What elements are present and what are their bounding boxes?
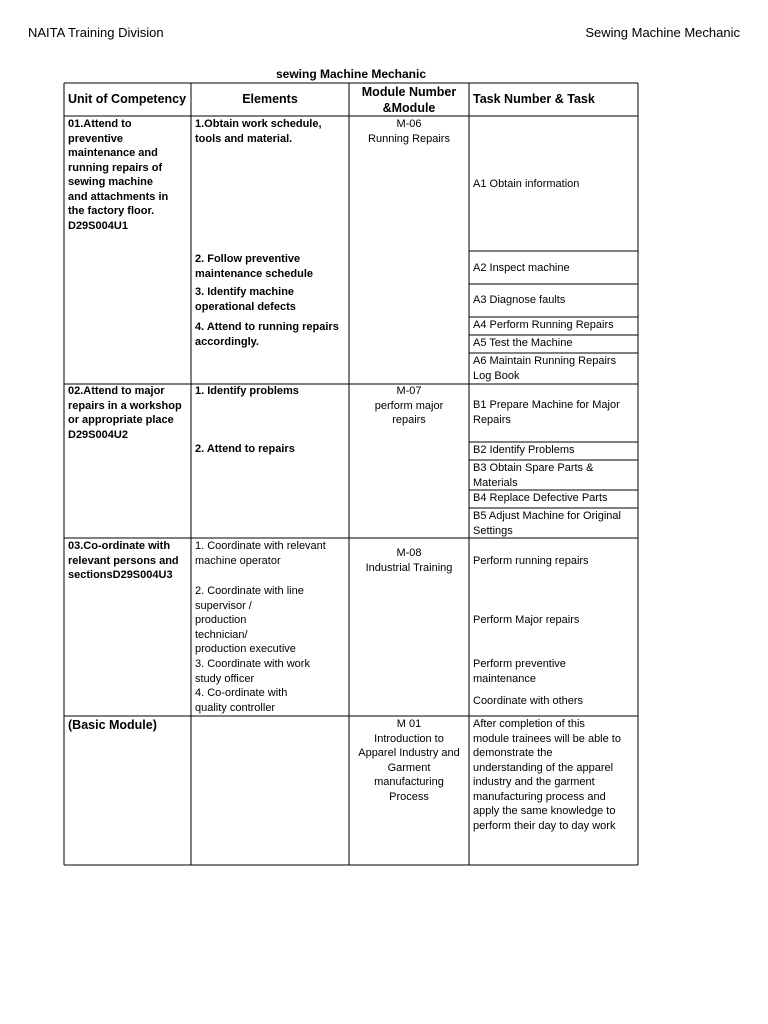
document-title: sewing Machine Mechanic [275, 67, 427, 81]
column-header-module: Module Number &Module [361, 85, 457, 115]
element-2-2: 2. Attend to repairs [195, 443, 295, 455]
task-a1: A1 Obtain information [473, 178, 580, 190]
basic-module-label: (Basic Module) [68, 718, 157, 732]
column-header-unit: Unit of Competency [68, 92, 187, 106]
column-header-task: Task Number & Task [473, 92, 595, 106]
task-b2: B2 Identify Problems [473, 444, 575, 456]
task-coordinate-others: Coordinate with others [473, 695, 584, 707]
unit-of-competency-03: 03.Co-ordinate with relevant persons and sectionsD29S004U3 [68, 540, 179, 581]
task-a2: A2 Inspect machine [473, 262, 570, 274]
task-b1: B1 Prepare Machine for Major Repairs [473, 399, 620, 426]
element-1-2: 2. Follow preventive maintenance schedule [195, 253, 313, 280]
task-b3: B3 Obtain Spare Parts & Materials [473, 462, 594, 489]
unit-of-competency-01: 01.Attend to preventive maintenance and running repairs of sewing machine and attachments in the factory floor. D29S004U1 [68, 118, 169, 232]
module-m06: M-06 Running Repairs [368, 118, 450, 145]
header-right-text: Sewing Machine Mechanic [585, 25, 740, 40]
task-preventive-maintenance: Perform preventive maintenance [473, 658, 566, 685]
task-a5: A5 Test the Machine [473, 337, 573, 349]
element-2-1: 1. Identify problems [195, 385, 299, 397]
task-a6: A6 Maintain Running Repairs Log Book [473, 355, 617, 382]
element-1-1: 1.Obtain work schedule, tools and material. [195, 118, 322, 145]
task-b5: B5 Adjust Machine for Original Settings [473, 510, 621, 537]
module-m01: M 01 Introduction to Apparel Industry and Garment manufacturing Process [358, 718, 460, 803]
element-3-3: 3. Coordinate with work study officer [195, 658, 310, 685]
task-b4: B4 Replace Defective Parts [473, 492, 608, 504]
element-1-3: 3. Identify machine operational defects [195, 286, 296, 313]
column-header-elements: Elements [242, 92, 298, 106]
task-a3: A3 Diagnose faults [473, 294, 566, 306]
element-3-4: 4. Co-ordinate with quality controller [195, 687, 288, 714]
basic-module-description: After completion of this module trainees will be able to demonstrate the understanding of the apparel industry and the garment manufacturing process and apply the same knowledge to perform their day to day work [473, 718, 621, 832]
unit-of-competency-02: 02.Attend to major repairs in a workshop or appropriate place D29S004U2 [68, 385, 182, 441]
header-left-text: NAITA Training Division [28, 25, 164, 40]
element-3-2: 2. Coordinate with line supervisor / production technician/ production executive [195, 585, 304, 655]
module-m07: M-07 perform major repairs [374, 385, 444, 426]
module-m08: M-08 Industrial Training [365, 547, 453, 574]
task-running-repairs: Perform running repairs [473, 555, 589, 567]
task-major-repairs: Perform Major repairs [473, 614, 580, 626]
element-3-1: 1. Coordinate with relevant machine operator [195, 540, 326, 567]
element-1-4: 4. Attend to running repairs accordingly. [195, 321, 339, 348]
task-a4: A4 Perform Running Repairs [473, 319, 614, 331]
